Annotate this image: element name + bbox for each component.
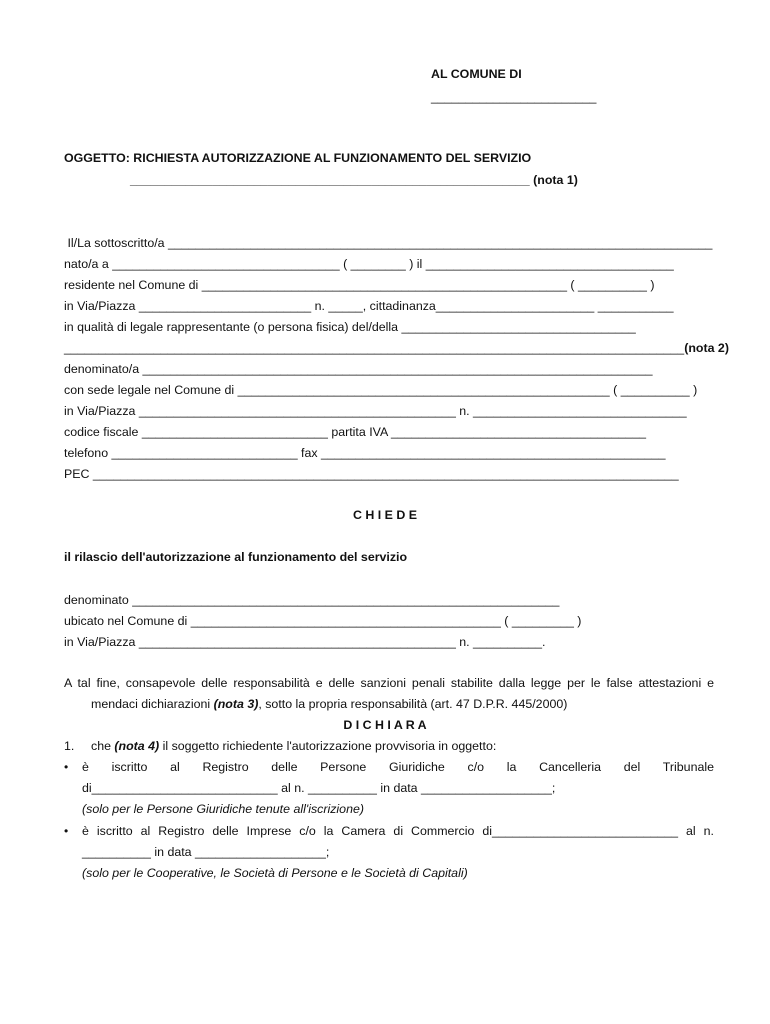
bullet-dot: • bbox=[64, 760, 69, 774]
bullet-dot: • bbox=[64, 824, 69, 838]
service-address-line: in Via/Piazza ______________________________________________ n. __________. bbox=[64, 635, 546, 649]
bullet-1-line1: è iscritto al Registro delle Persone Giuridiche c/o la Cancelleria del Tribunale bbox=[82, 760, 714, 774]
phone-fax-line: telefono ___________________________ fax __________________________________________________ bbox=[64, 446, 666, 460]
entity-address-line: in Via/Piazza ______________________________________________ n. _______________________________ bbox=[64, 404, 687, 418]
fiscal-code-line: codice fiscale ___________________________ partita IVA _____________________________________ bbox=[64, 425, 646, 439]
declaration-intro: A tal fine, consapevole delle responsabilità e delle sanzioni penali stabilite dalla legge per le false attestazioni e bbox=[64, 676, 714, 690]
recipient-label: AL COMUNE DI bbox=[431, 67, 522, 81]
request-intro: il rilascio dell'autorizzazione al funzionamento del servizio bbox=[64, 550, 408, 564]
bullet-1-note: (solo per le Persone Giuridiche tenute all'iscrizione) bbox=[82, 802, 364, 816]
recipient-blank: ________________________ bbox=[431, 90, 597, 104]
applicant-birth-line: nato/a a _________________________________ ( ________ ) il ____________________________________ bbox=[64, 257, 674, 271]
applicant-residence-line: residente nel Comune di _____________________________________________________ ( __________ ) bbox=[64, 278, 655, 292]
nota-3: (nota 3) bbox=[213, 697, 259, 711]
bullet-2-line1: è iscritto al Registro delle Imprese c/o la Camera di Commercio di___________________________ al n. bbox=[82, 824, 714, 838]
subject-title: OGGETTO: RICHIESTA AUTORIZZAZIONE AL FUNZIONAMENTO DEL SERVIZIO bbox=[64, 151, 532, 165]
nota-2: (nota 2) bbox=[684, 341, 729, 355]
entity-name-line: denominato/a __________________________________________________________________________ bbox=[64, 362, 653, 376]
pec-line: PEC _____________________________________________________________________________________ bbox=[64, 467, 679, 481]
applicant-role-line: in qualità di legale rappresentante (o persona fisica) del/della __________________________________ bbox=[64, 320, 636, 334]
bullet-2-note: (solo per le Cooperative, le Società di Persone e le Società di Capitali) bbox=[82, 866, 468, 880]
bullet-2-line2: __________ in data ___________________; bbox=[82, 845, 330, 859]
subject-blank: __________________________________________________________ (nota 1) bbox=[130, 173, 578, 187]
applicant-entity-line: __________________________________________________________________________________________(nota 2) bbox=[64, 341, 729, 355]
service-town-line: ubicato nel Comune di _____________________________________________ ( _________ ) bbox=[64, 614, 582, 628]
chiede-heading: C H I E D E bbox=[352, 508, 418, 522]
entity-seat-line: con sede legale nel Comune di ______________________________________________________ ( __________ ) bbox=[64, 383, 698, 397]
bullet-1-line2: di___________________________ al n. __________ in data ___________________; bbox=[82, 781, 556, 795]
declaration-intro-cont: mendaci dichiarazioni (nota 3), sotto la propria responsabilità (art. 47 D.P.R. 445/2000) bbox=[91, 697, 568, 711]
dichiara-heading: D I C H I A R A bbox=[343, 718, 427, 732]
nota-4: (nota 4) bbox=[114, 739, 160, 753]
applicant-address-line: in Via/Piazza _________________________ n. _____, cittadinanza_______________________ ___________ bbox=[64, 299, 674, 313]
applicant-name-line: Il/La sottoscritto/a _______________________________________________________________________________ bbox=[64, 236, 713, 250]
service-name-line: denominato ______________________________________________________________ bbox=[64, 593, 560, 607]
item-number: 1. bbox=[64, 739, 75, 753]
item-1-text: che (nota 4) il soggetto richiedente l'autorizzazione provvisoria in oggetto: bbox=[91, 739, 497, 753]
